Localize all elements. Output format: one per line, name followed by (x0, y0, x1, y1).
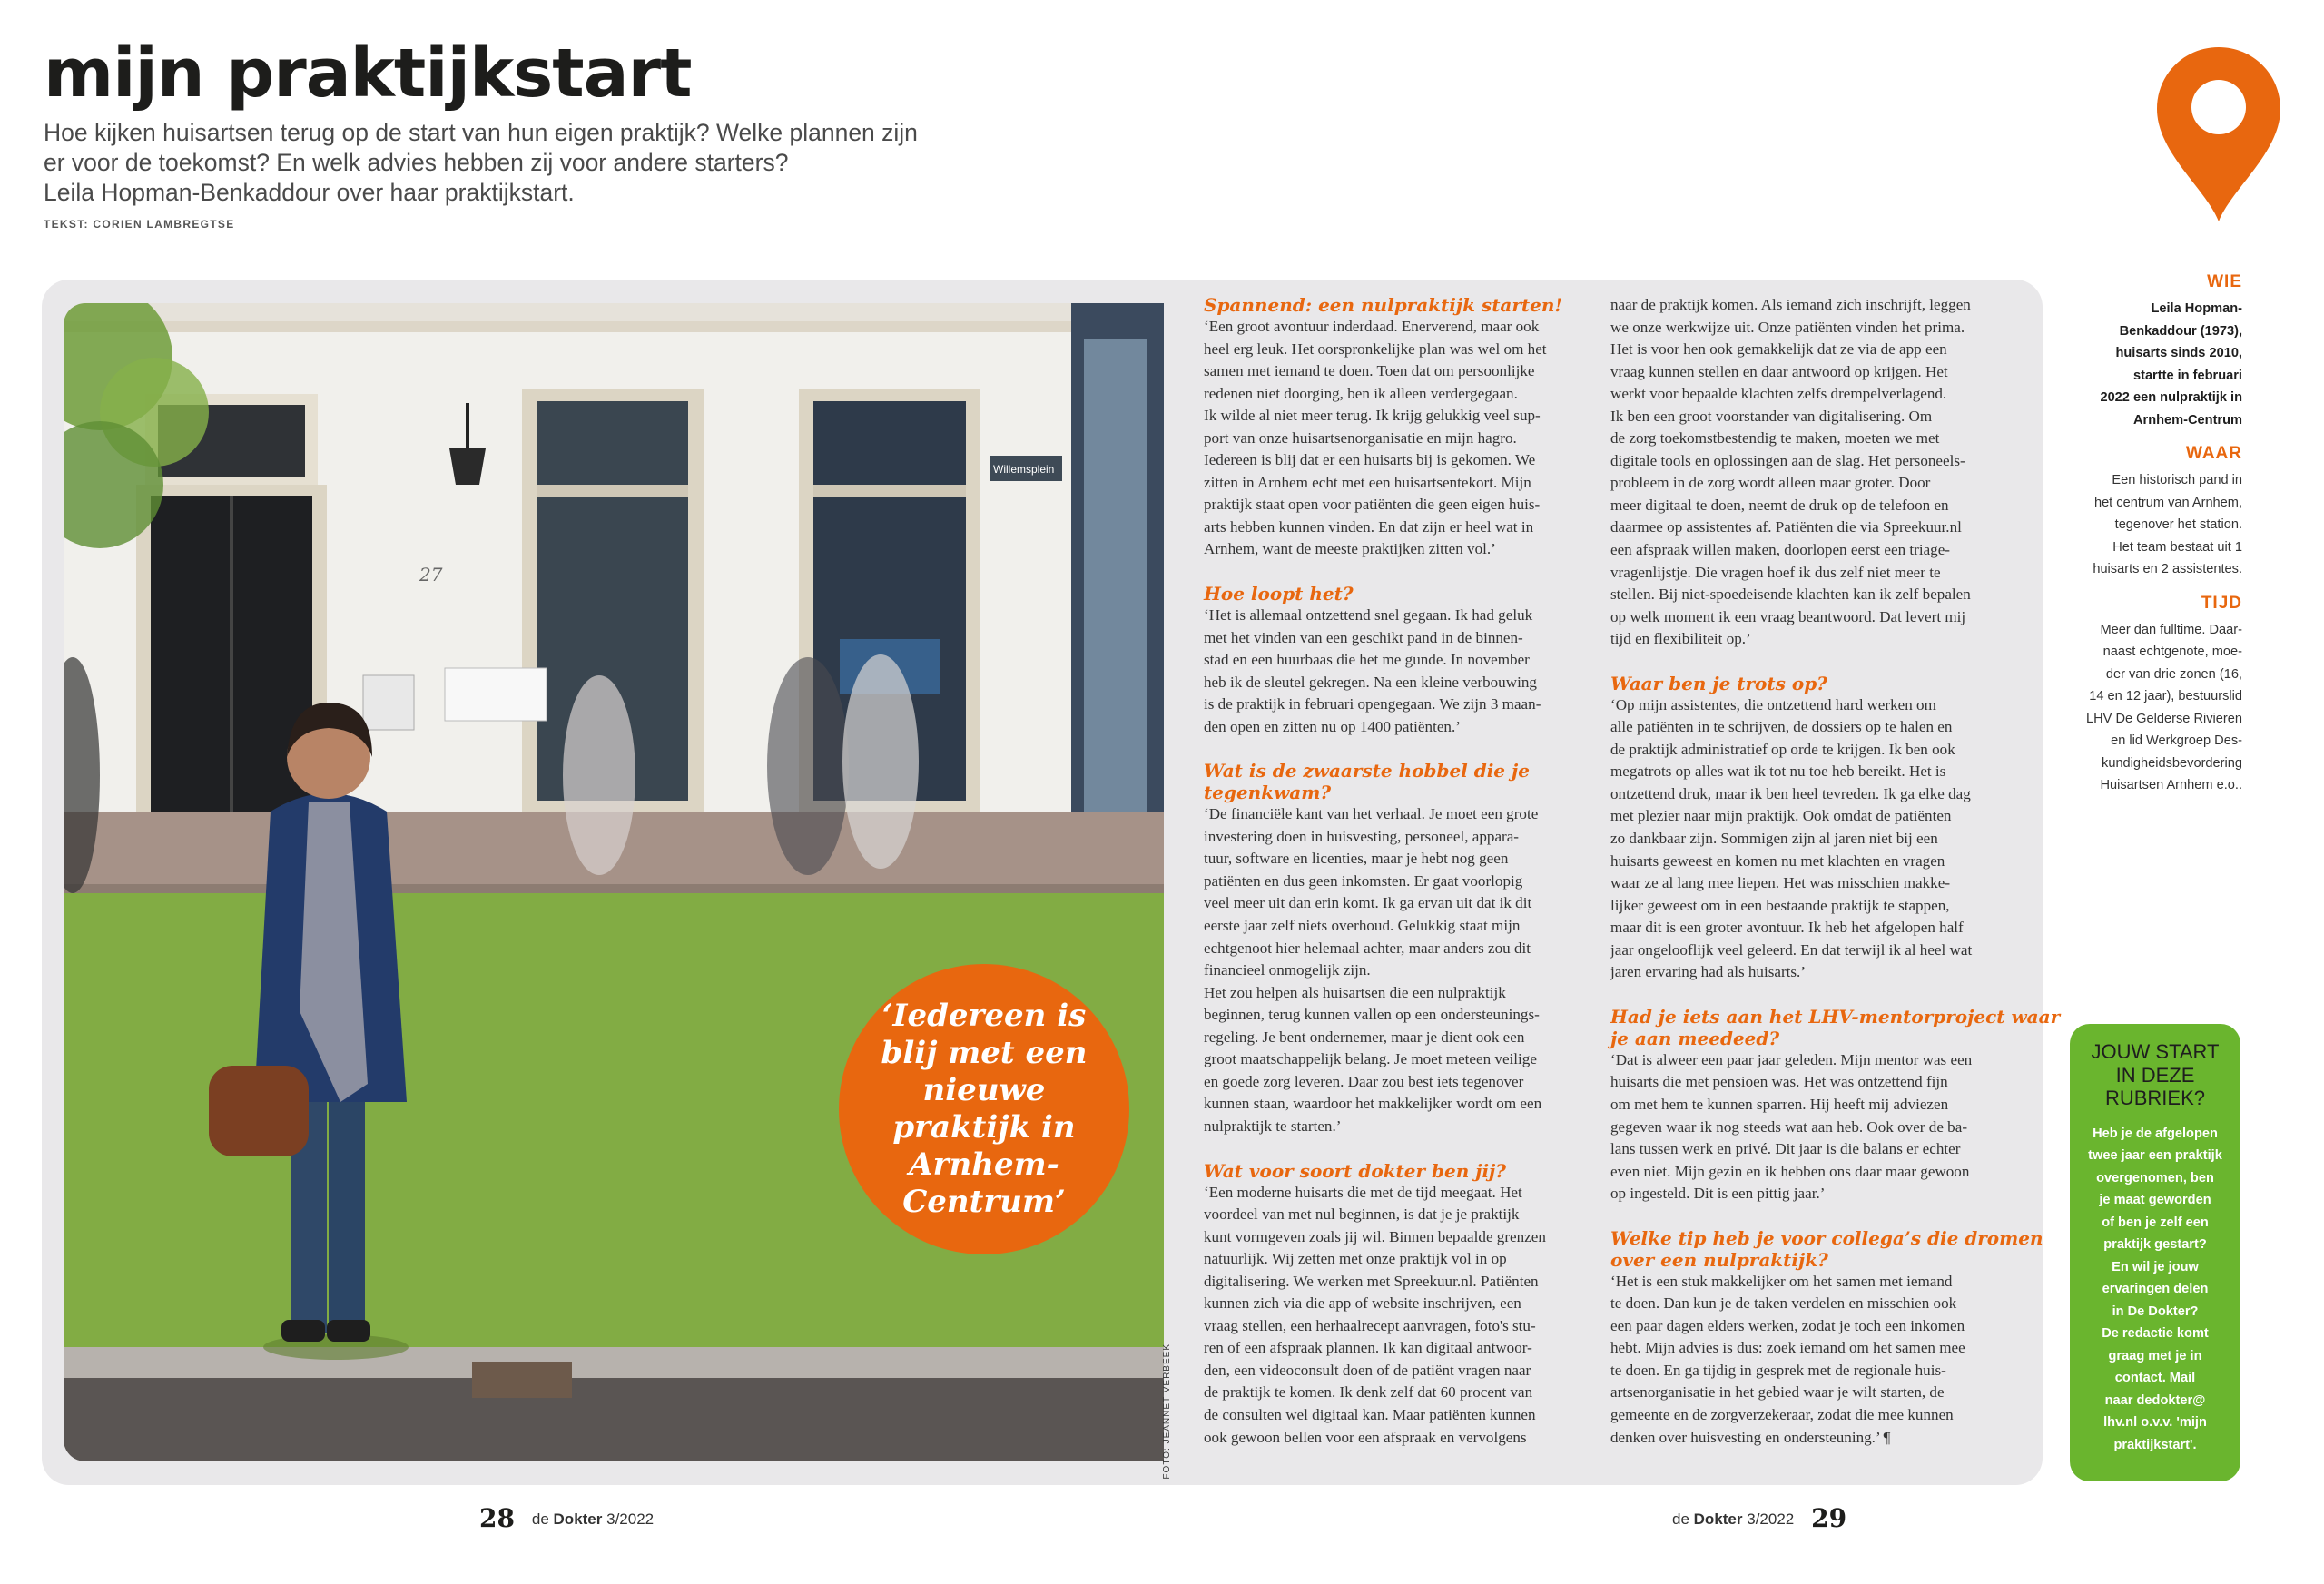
body-line: Ik wilde al niet meer terug. Ik krijg gelukkig veel sup- (1204, 407, 1541, 425)
cta-box (2070, 1024, 2240, 1481)
body-line: werkt voor bepaalde klachten zelfs drempelverlagend. (1610, 385, 1947, 403)
body-line: huisarts die met pensioen was. Het was ontzettend fijn (1610, 1073, 1948, 1091)
body-line: kunnen zich via die app of website inschrijven, een (1204, 1294, 1521, 1313)
question-heading: Waar ben je trots op? (1610, 672, 1827, 694)
sidebar-line: Een historisch pand in (2112, 473, 2242, 487)
body-line: denken over huisvesting en ondersteuning.’ ¶ (1610, 1428, 1891, 1446)
body-line: zitten in Arnhem echt met een huisartsentekort. Mijn (1204, 473, 1531, 491)
body-line: regeling. Je bent ondernemer, maar je dient ook een (1204, 1028, 1525, 1046)
magazine-name: Dokter (1693, 1510, 1743, 1528)
sidebar-line: huisarts sinds 2010, (2115, 346, 2242, 360)
photo-credit: FOTO: JEANNET VERBEEK (1162, 1343, 1172, 1480)
intro-line: Hoe kijken huisartsen terug op de start van hun eigen praktijk? Welke plannen zijn (44, 119, 918, 146)
cta-line: praktijk gestart? (2103, 1237, 2207, 1252)
body-line: investering doen in huisvesting, personeel, appara- (1204, 827, 1519, 845)
intro (44, 118, 918, 208)
body-line: arts hebben kunnen vinden. En dat zijn er heel wat in (1204, 517, 1534, 536)
paragraph-gap (1610, 651, 2024, 673)
body-line: even niet. Mijn gezin en ik hebben ons daar maar gewoon (1610, 1162, 1970, 1180)
body-line: alle patiënten in te schrijven, de dossiers op te halen en (1610, 718, 1953, 736)
pull-quote (839, 964, 1129, 1254)
sidebar-line: startte in februari (2132, 368, 2242, 383)
cta-line: naar dedokter@ (2104, 1392, 2206, 1408)
sidebar-line: Arnhem-Centrum (2133, 412, 2242, 428)
issue-number: 3/2022 (1747, 1510, 1795, 1528)
cta-line: twee jaar een praktijk (2088, 1148, 2222, 1163)
body-line: meer digitaal te doen, neemt de druk op de telefoon en (1610, 496, 1949, 514)
body-line: jaar ongelooflijk veel geleerd. En dat terwijl ik al heel wat (1610, 940, 1973, 959)
cta-line: of ben je zelf een (2102, 1215, 2209, 1230)
sidebar-line: Huisartsen Arnhem e.o.. (2100, 778, 2242, 792)
body-line: den open en zitten nu op 1400 patiënten.’ (1204, 717, 1461, 735)
body-line: en goede zorg leveren. Daar zou best iets tegenover (1204, 1072, 1524, 1090)
body-line: op welk moment ik een vraag beantwoord. Dat levert mij (1610, 607, 1966, 625)
body-line: gemeente en de zorgverzekeraar, zodat die mee kunnen (1610, 1405, 1954, 1423)
cta-body (2070, 1123, 2240, 1457)
question-heading: Had je iets aan het LHV-mentorproject waar (1610, 1005, 2061, 1028)
body-line: ‘De financiële kant van het verhaal. Je moet een grote (1204, 805, 1539, 823)
body-line: jaren ervaring had als huisarts.’ (1610, 963, 1807, 981)
body-line: waar ze al lang mee liepen. Het was misschien makke- (1610, 874, 1951, 892)
magazine-name: Dokter (553, 1510, 603, 1528)
body-line: voordeel van met nul beginnen, is dat je je praktijk (1204, 1205, 1520, 1224)
body-line: een afspraak willen maken, doorlopen eerst een triage- (1610, 541, 1950, 559)
question-heading: Hoe loopt het? (1204, 583, 1354, 605)
body-line: kunnen staan, waardoor het makkelijker wordt om een (1204, 1095, 1542, 1113)
sidebar-line: Het team bestaat uit 1 (2112, 539, 2242, 555)
profile-sidebar (2024, 272, 2242, 797)
question-heading: Welke tip heb je voor collega’s die dromen (1610, 1226, 2043, 1249)
sidebar-line: huisarts en 2 assistentes. (2093, 562, 2242, 576)
body-line: met het vinden van een geschikt pand in de binnen- (1204, 628, 1523, 646)
body-line: om met hem te kunnen sparren. Hij heeft mij adviezen (1610, 1095, 1949, 1113)
body-line: ook gewoon bellen voor een afspraak en vervolgens (1204, 1428, 1527, 1446)
body-line: Ik ben een groot voorstander van digitalisering. Om (1610, 407, 1933, 425)
cta-line: in De Dokter? (2112, 1304, 2199, 1319)
body-line: Het is voor hen ook gemakkelijk dat ze via de app een (1610, 340, 1947, 359)
paragraph-gap (1610, 984, 2024, 1006)
body-line: ‘Dat is alweer een paar jaar geleden. Mijn mentor was een (1610, 1050, 1973, 1068)
svg-text:27: 27 (419, 564, 443, 585)
body-line: te doen. En ga tijdig in gesprek met de regionale huis- (1610, 1361, 1946, 1379)
sidebar-line: Meer dan fulltime. Daar- (2100, 622, 2242, 637)
body-line: probleem in de zorg wordt alleen maar groter. Door (1610, 474, 1931, 492)
question-heading: Spannend: een nulpraktijk starten! (1204, 294, 1563, 316)
question-heading: je aan meedeed? (1610, 1027, 1780, 1049)
body-line: Iedereen is blij dat er een huisarts bij is gekomen. We (1204, 451, 1536, 469)
body-line: megatrots op alles wat ik tot nu toe heb bereikt. Het is (1610, 762, 1946, 781)
body-line: tijd en flexibiliteit op.’ (1610, 630, 1751, 648)
body-line: ‘Op mijn assistentes, die ontzettend hard werken om (1610, 695, 1936, 713)
body-line: port van onze huisartsenorganisatie en mijn hagro. (1204, 428, 1517, 447)
body-line: patiënten en dus geen inkomsten. Er gaat voorlopig (1204, 871, 1523, 890)
intro-line: Leila Hopman-Benkaddour over haar praktijkstart. (44, 179, 575, 206)
body-line: stad en een huurbaas die het me gunde. In november (1204, 651, 1530, 669)
body-line: de praktijk administratief op orde te krijgen. Ik ben ook (1610, 740, 1955, 758)
cta-line: De redactie komt (2102, 1326, 2209, 1341)
body-line: beginnen, terug kunnen vallen op een ondersteunings- (1204, 1006, 1540, 1024)
sidebar-line: der van drie zonen (16, (2105, 666, 2242, 682)
sidebar-line: Leila Hopman- (2151, 301, 2242, 316)
byline: TEKST: CORIEN LAMBREGTSE (44, 218, 235, 231)
magazine-prefix: de (1672, 1510, 1689, 1528)
sidebar-line: 14 en 12 jaar), bestuurslid (2089, 689, 2242, 703)
body-line: ‘Het is een stuk makkelijker om het samen met iemand (1610, 1272, 1953, 1290)
body-line: redenen niet doorging, ben ik alleen verdergegaan. (1204, 384, 1518, 402)
cta-line: Heb je de afgelopen (2093, 1126, 2218, 1141)
body-line: tuur, software en licenties, maar je hebt nog geen (1204, 850, 1509, 868)
question-heading: Wat voor soort dokter ben jij? (1204, 1159, 1507, 1182)
cta-line: contact. Mail (2114, 1371, 2196, 1385)
body-line: kunt vormgeven zoals jij wil. Binnen bepaalde grenzen (1204, 1227, 1546, 1245)
question-heading: Wat is de zwaarste hobbel die je (1204, 760, 1530, 782)
pull-quote-text: ‘Iedereen is blij met een nieuwe praktijk in Arnhem-Centrum’ (881, 998, 1088, 1220)
street-sign-text: Willemsplein (993, 463, 1055, 476)
body-line: maar dit is een groter avontuur. Ik heb het afgelopen half (1610, 919, 1964, 937)
cta-line: overgenomen, ben (2096, 1170, 2214, 1186)
body-line: een paar dagen elders werken, zodat je toch een inkomen (1610, 1316, 1965, 1334)
cta-line: praktijkstart'. (2113, 1437, 2197, 1452)
folio-right (1672, 1503, 1846, 1533)
body-line: stellen. Bij niet-spoedeisende klachten kan ik zelf bepalen (1610, 585, 1971, 604)
body-line: vraag stellen, een herhaalrecept aanvragen, foto's stu- (1204, 1316, 1536, 1334)
sidebar-line: Benkaddour (1973), (2119, 323, 2242, 339)
cta-line: je maat geworden (2099, 1193, 2211, 1207)
question-heading: over een nulpraktijk? (1610, 1248, 1828, 1271)
body-line: lans tussen werk en privé. Dit jaar is die balans er echter (1610, 1140, 1961, 1158)
portrait-photo (64, 303, 1164, 1461)
sidebar-heading-wie: WIE (2207, 272, 2242, 291)
body-line: de zorg toekomstbestendig te maken, moeten we met (1610, 429, 1940, 448)
body-line: vragenlijstje. Die vragen hoef ik dus zelf niet meer te (1610, 563, 1941, 581)
body-line: vraag kunnen stellen en daar antwoord op krijgen. Het (1610, 362, 1948, 380)
body-line: eerste jaar zelf niets overhoud. Gelukkig staat mijn (1204, 917, 1521, 935)
sidebar-tijd (2024, 619, 2242, 797)
body-line: hebt. Mijn advies is dus: zoek iemand om het samen mee (1610, 1339, 1965, 1357)
body-line: digitalisering. We werken met Spreekuur.nl. Patiënten (1204, 1272, 1539, 1290)
body-line: te doen. Dan kun je de taken verdelen en misschien ook (1610, 1294, 1957, 1313)
sidebar-line: en lid Werkgroep Des- (2111, 733, 2242, 748)
sidebar-heading-waar: WAAR (2185, 444, 2242, 463)
body-line: op ingesteld. Dit is een pittig jaar.’ (1610, 1185, 1826, 1203)
body-line: is de praktijk in februari opengegaan. We zijn 3 maan- (1204, 695, 1541, 713)
body-line: gegeven waar ik nog steeds wat aan heb. Ook over de ba- (1610, 1117, 1968, 1136)
page-number-right: 29 (1811, 1503, 1847, 1533)
paragraph-gap (1204, 561, 1592, 583)
page-title: mijn praktijkstart (44, 34, 692, 113)
body-line: zo dankbaar zijn. Sommigen zijn al jaren niet bij een (1610, 830, 1938, 848)
body-line: financieel onmogelijk zijn. (1204, 961, 1371, 979)
sidebar-wie (2024, 298, 2242, 431)
body-line: samen met iemand te doen. Toen dat om persoonlijke (1204, 362, 1535, 380)
body-line: de praktijk te komen. Ik denk zelf dat 60 procent van (1204, 1383, 1533, 1402)
body-line: ren of een afspraak plannen. Ik kan digitaal antwoor- (1204, 1339, 1532, 1357)
cta-heading-line: RUBRIEK? (2104, 1087, 2206, 1109)
body-line: ‘Het is allemaal ontzettend snel gegaan. Ik had geluk (1204, 606, 1533, 625)
cta-heading (2070, 1040, 2240, 1110)
body-line: de consulten wel digitaal kan. Maar patiënten kunnen (1204, 1405, 1536, 1423)
body-line: heel erg leuk. Het oorspronkelijke plan was wel om het (1204, 339, 1547, 358)
article-column-2 (1610, 294, 2061, 1449)
intro-line: er voor de toekomst? En welk advies hebben zij voor andere starters? (44, 149, 789, 176)
body-line: naar de praktijk komen. Als iemand zich inschrijft, leggen (1610, 296, 1971, 313)
sidebar-line: tegenover het station. (2114, 517, 2242, 532)
cta-heading-line: JOUW START (2091, 1040, 2220, 1063)
body-line: echtgenoot hier helemaal achter, maar anders zou dit (1204, 939, 1531, 957)
photo-scene (64, 303, 1164, 1461)
paragraph-gap (1610, 1205, 2024, 1227)
sidebar-line: kundigheidsbevordering (2102, 755, 2242, 771)
body-line: nulpraktijk te starten.’ (1204, 1117, 1342, 1135)
sidebar-waar (2024, 469, 2242, 581)
cta-line: ervaringen delen (2102, 1282, 2209, 1296)
body-line: met plezier naar mijn praktijk. Ook omdat de patiënten (1610, 807, 1952, 825)
body-line: digitale tools en oplossingen aan de slag. Het personeels- (1610, 451, 1965, 469)
body-line: den, een videoconsult doen of de patiënt vragen naar (1204, 1361, 1531, 1379)
article-column-1 (1204, 294, 1592, 1449)
body-line: artsenorganisatie in het gebied waar je wilt starten, de (1610, 1383, 1945, 1402)
sidebar-line: naast echtgenote, moe- (2102, 644, 2242, 659)
sidebar-line: het centrum van Arnhem, (2093, 495, 2242, 510)
sidebar-line: 2022 een nulpraktijk in (2100, 390, 2242, 405)
cta-line: lhv.nl o.v.v. 'mijn (2103, 1415, 2207, 1430)
cta-heading-line: IN DEZE (2115, 1063, 2195, 1087)
page-number-left: 28 (479, 1503, 515, 1533)
body-line: groot maatschappelijk belang. Je moet meteen veilige (1204, 1050, 1537, 1068)
magazine-prefix: de (531, 1510, 549, 1528)
body-line: Arnhem, want de meeste praktijken zitten vol.’ (1204, 540, 1496, 558)
body-line: Het zou helpen als huisartsen die een nulpraktijk (1204, 983, 1506, 1001)
question-heading: tegenkwam? (1204, 782, 1332, 804)
folio-left (479, 1503, 654, 1533)
issue-number: 3/2022 (606, 1510, 655, 1528)
body-line: huisarts geweest en komen nu met klachten en vragen (1610, 851, 1945, 870)
paragraph-gap (1204, 738, 1592, 760)
body-line: we onze werkwijze uit. Onze patiënten vinden het prima. (1610, 318, 1965, 336)
body-line: heb ik de sleutel gekregen. Na een kleine verbouwing (1204, 673, 1537, 691)
body-line: ontzettend druk, maar ik ben heel tevreden. Ik ga elke dag (1610, 784, 1971, 802)
sidebar-heading-tijd: TIJD (2201, 593, 2242, 613)
sidebar-line: LHV De Gelderse Rivieren (2086, 711, 2242, 726)
body-line: daarmee op assistentes af. Patiënten die via Spreekuur.nl (1610, 518, 1962, 536)
body-line: veel meer uit dan erin komt. Ik ga ervan uit dat ik dit (1204, 894, 1532, 912)
body-line: natuurlijk. Wij zetten met onze praktijk vol in op (1204, 1250, 1507, 1268)
body-line: ‘Een groot avontuur inderdaad. Enerverend, maar ook (1204, 318, 1540, 335)
cta-line: graag met je in (2108, 1348, 2202, 1363)
body-line: lijker geweest om in een bestaande praktijk te stappen, (1610, 896, 1950, 914)
cta-line: En wil je jouw (2112, 1259, 2199, 1274)
location-pin-icon (2153, 44, 2284, 225)
body-line: ‘Een moderne huisarts die met de tijd meegaat. Het (1204, 1183, 1522, 1201)
paragraph-gap (1204, 1138, 1592, 1160)
body-line: praktijk staat open voor patiënten die geen eigen huis- (1204, 496, 1541, 514)
